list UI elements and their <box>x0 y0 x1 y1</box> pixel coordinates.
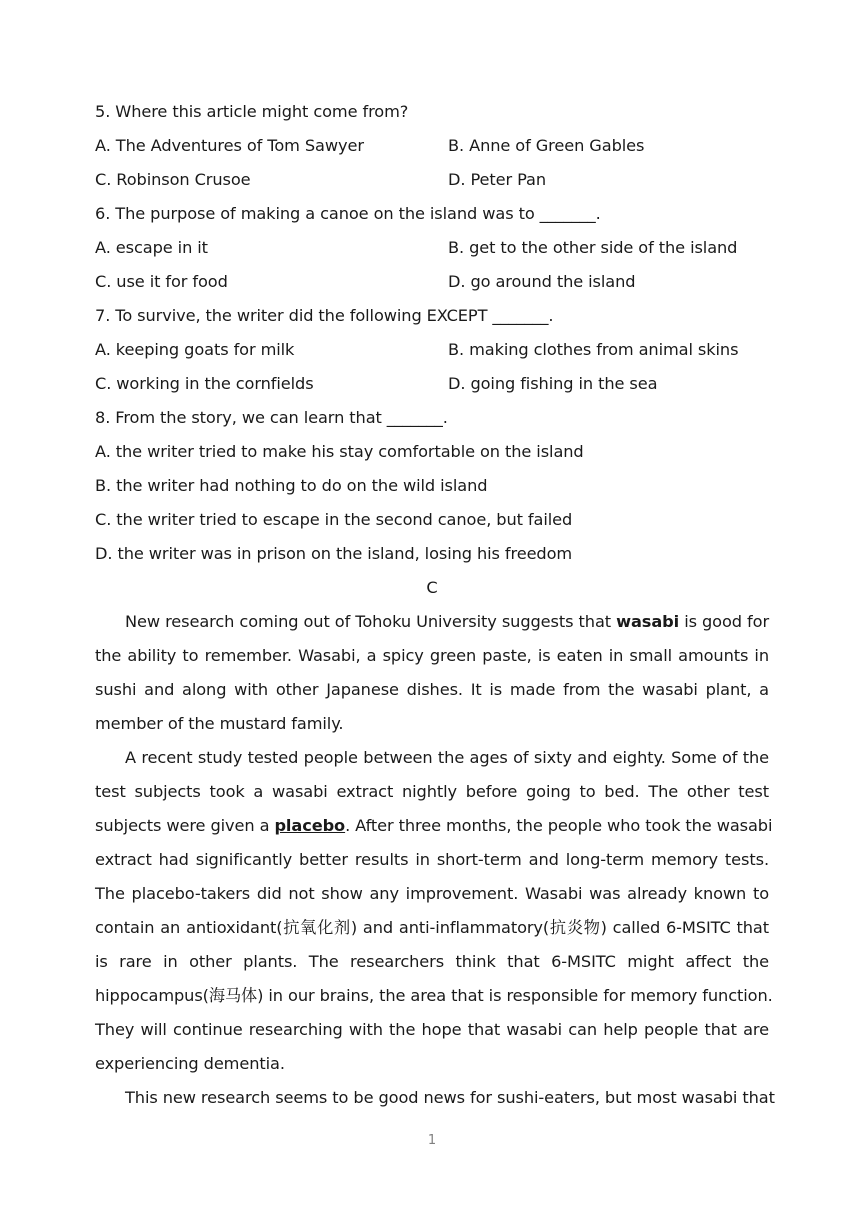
option-a: A. The Adventures of Tom Sawyer <box>95 136 364 155</box>
question-7-options-row-2 <box>95 367 769 401</box>
paragraph-line: extract had significantly better results in short-term and long-term memory tests. <box>95 850 769 869</box>
passage-paragraph-1 <box>95 605 769 741</box>
keyword-wasabi: wasabi <box>616 612 680 631</box>
question-7-options-row-1 <box>95 333 769 367</box>
paragraph-line: test subjects took a wasabi extract nightly before going to bed. The other test <box>95 782 769 801</box>
option-d: D. going fishing in the sea <box>448 374 658 393</box>
option-c: C. Robinson Crusoe <box>95 170 251 189</box>
paragraph-line: A recent study tested people between the ages of sixty and eighty. Some of the <box>125 748 769 767</box>
section-title: C <box>426 578 438 597</box>
question-5-options-row-1 <box>95 129 769 163</box>
keyword-placebo: placebo <box>274 816 346 835</box>
passage-paragraph-2 <box>95 741 773 1081</box>
document-page <box>95 95 775 1115</box>
question-7-stem: 7. To survive, the writer did the following EXCEPT _______. <box>95 306 554 325</box>
option-c: C. use it for food <box>95 272 228 291</box>
paragraph-line: the ability to remember. Wasabi, a spicy green paste, is eaten in small amounts in <box>95 646 769 665</box>
text-span: . After three months, the people who took the wasabi <box>345 816 773 835</box>
option-b: B. the writer had nothing to do on the wild island <box>95 476 488 495</box>
option-d: D. Peter Pan <box>448 170 547 189</box>
option-b: B. get to the other side of the island <box>448 238 738 257</box>
option-d: D. go around the island <box>448 272 636 291</box>
paragraph-line: member of the mustard family. <box>95 714 344 733</box>
passage-paragraph-3 <box>95 1081 775 1115</box>
option-b: B. Anne of Green Gables <box>448 136 645 155</box>
option-a: A. the writer tried to make his stay comfortable on the island <box>95 442 584 461</box>
option-a: A. keeping goats for milk <box>95 340 295 359</box>
paragraph-line <box>95 605 769 639</box>
text-span: subjects were given a <box>95 816 270 835</box>
page-number: 1 <box>427 1133 437 1148</box>
paragraph-line: They will continue researching with the hope that wasabi can help people that are <box>95 1020 769 1039</box>
question-5-options-row-2 <box>95 163 769 197</box>
question-6-options-row-1 <box>95 231 769 265</box>
option-a: A. escape in it <box>95 238 208 257</box>
question-8-stem: 8. From the story, we can learn that _______. <box>95 408 448 427</box>
paragraph-line: This new research seems to be good news for sushi-eaters, but most wasabi that <box>125 1088 775 1107</box>
paragraph-line: experiencing dementia. <box>95 1054 285 1073</box>
paragraph-line <box>95 809 773 843</box>
option-b: B. making clothes from animal skins <box>448 340 739 359</box>
question-5-stem: 5. Where this article might come from? <box>95 102 409 121</box>
option-c: C. working in the cornfields <box>95 374 314 393</box>
question-6-stem: 6. The purpose of making a canoe on the island was to _______. <box>95 204 601 223</box>
paragraph-line: contain an antioxidant(抗氧化剂) and anti-inflammatory(抗炎物) called 6-MSITC that <box>95 918 769 937</box>
text-span: New research coming out of Tohoku University suggests that <box>125 612 612 631</box>
paragraph-line: is rare in other plants. The researchers think that 6-MSITC might affect the <box>95 952 769 971</box>
option-c: C. the writer tried to escape in the second canoe, but failed <box>95 510 573 529</box>
paragraph-line: hippocampus(海马体) in our brains, the area that is responsible for memory function. <box>95 986 773 1005</box>
option-d: D. the writer was in prison on the island, losing his freedom <box>95 544 573 563</box>
paragraph-line: The placebo-takers did not show any improvement. Wasabi was already known to <box>95 884 769 903</box>
text-span: is good for <box>684 612 770 631</box>
question-6-options-row-2 <box>95 265 769 299</box>
paragraph-line: sushi and along with other Japanese dishes. It is made from the wasabi plant, a <box>95 680 769 699</box>
